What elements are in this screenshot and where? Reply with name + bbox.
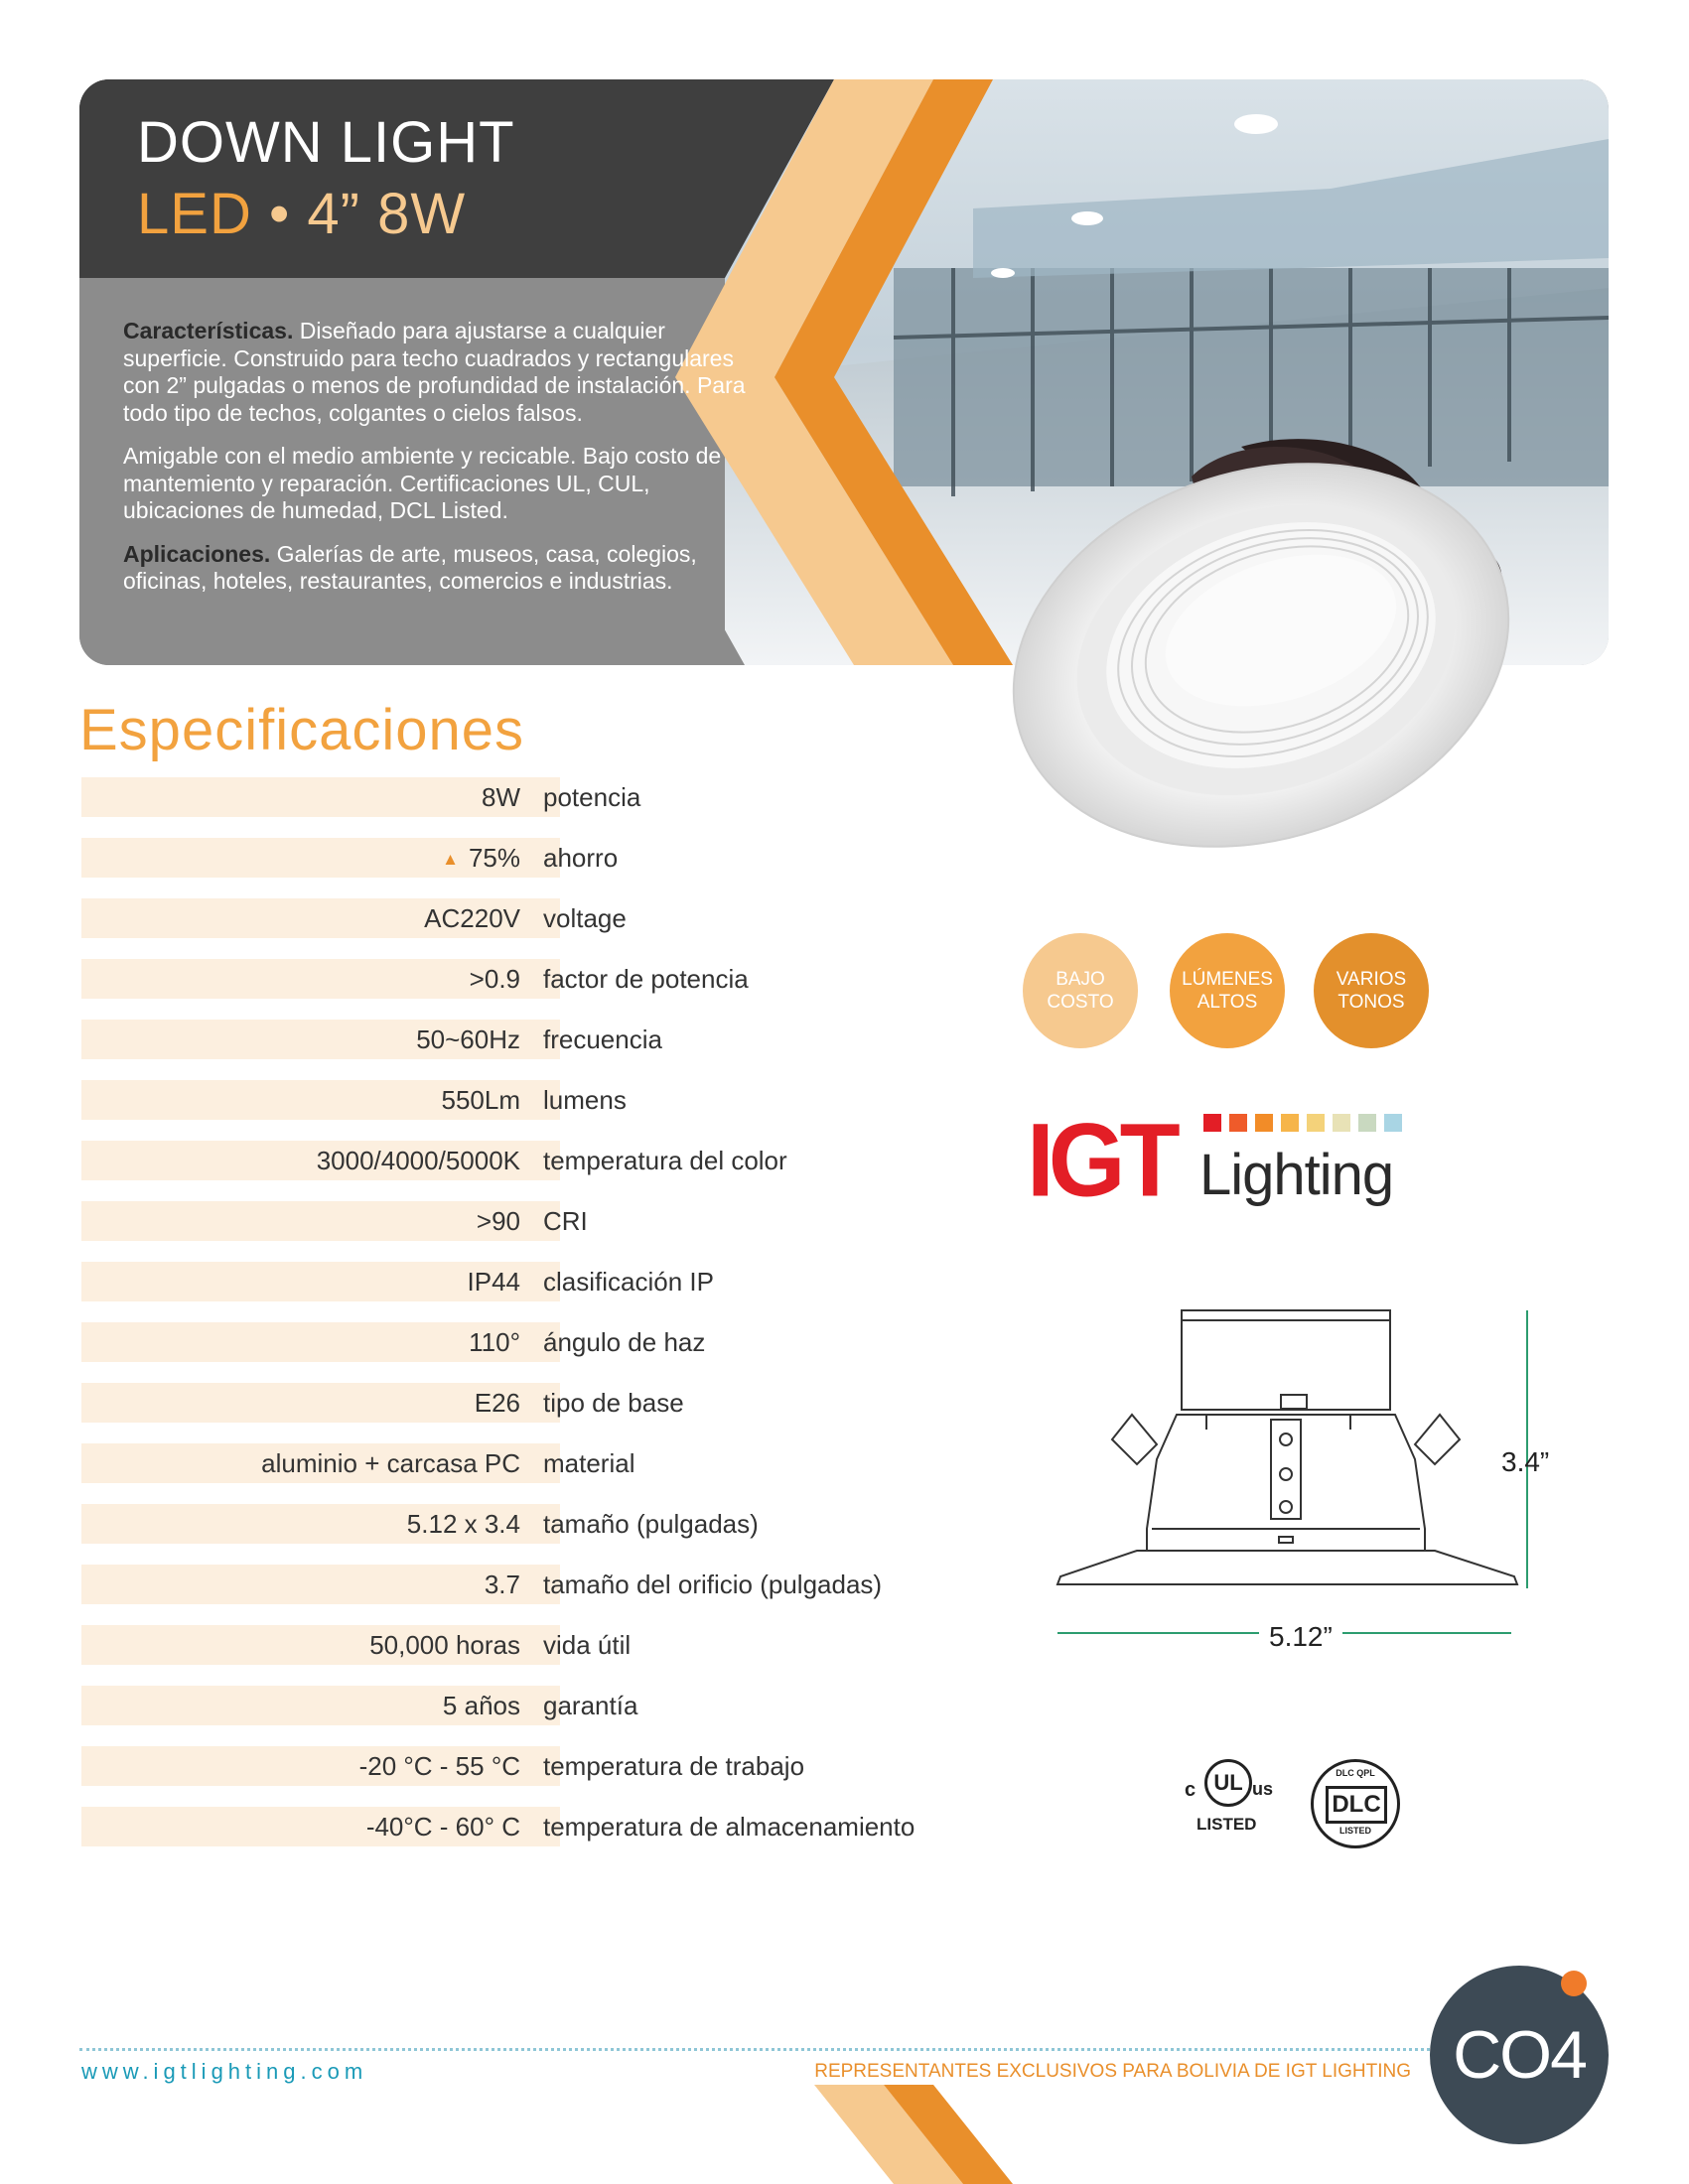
spec-value bbox=[81, 1383, 560, 1423]
badge-line: BAJO bbox=[1056, 969, 1105, 990]
spec-label: temperatura de trabajo bbox=[543, 1751, 805, 1781]
spec-value bbox=[81, 777, 560, 817]
dlc-top-text: DLC QPL bbox=[1336, 1768, 1375, 1778]
spec-value bbox=[81, 1080, 560, 1120]
spec-label: material bbox=[543, 1448, 635, 1478]
dlc-bottom-text: LISTED bbox=[1338, 1826, 1371, 1836]
logo-lighting: Lighting bbox=[1199, 1143, 1394, 1207]
co4-text: CO4 bbox=[1453, 2017, 1586, 2093]
spec-value bbox=[81, 1565, 560, 1604]
spec-value-text: 110° bbox=[469, 1327, 520, 1357]
footer-chevrons bbox=[814, 2085, 1311, 2184]
aplicaciones-label: Aplicaciones. bbox=[123, 540, 271, 567]
spec-value-text: 3000/4000/5000K bbox=[316, 1146, 520, 1175]
spec-value-text: 50,000 horas bbox=[369, 1630, 520, 1660]
spec-value bbox=[81, 1020, 560, 1059]
igt-lighting-logo bbox=[1023, 1100, 1440, 1219]
spec-label: lumens bbox=[543, 1085, 627, 1115]
spec-label: tamaño (pulgadas) bbox=[543, 1509, 759, 1539]
dlc-box: DLC bbox=[1326, 1786, 1387, 1824]
ul-listed-mark bbox=[1177, 1759, 1276, 1848]
spec-value-text: 8W bbox=[482, 782, 520, 812]
height-dimension-label: 3.4” bbox=[1501, 1446, 1550, 1477]
title-led: LED bbox=[137, 182, 252, 246]
title-line-1: DOWN LIGHT bbox=[137, 110, 515, 175]
spec-value-text: >0.9 bbox=[469, 964, 520, 994]
aplicaciones-text: Galerías de arte, museos, casa, colegios, oficinas, hoteles, restaurantes, comercios e industrias. bbox=[123, 540, 697, 594]
badge-line: ALTOS bbox=[1196, 992, 1258, 1013]
representatives-text: REPRESENTANTES EXCLUSIVOS PARA BOLIVIA DE IGT LIGHTING bbox=[814, 2061, 1411, 2082]
spec-label: clasificación IP bbox=[543, 1267, 714, 1297]
product-description bbox=[123, 318, 769, 612]
spec-label: temperatura de almacenamiento bbox=[543, 1812, 915, 1842]
spec-value-text: 50~60Hz bbox=[416, 1024, 520, 1054]
spec-value bbox=[81, 1262, 560, 1301]
badge-varios-tonos bbox=[1314, 933, 1429, 1048]
spec-value-text: IP44 bbox=[467, 1267, 520, 1297]
spec-label: potencia bbox=[543, 782, 641, 812]
caracteristicas-paragraph bbox=[123, 318, 769, 427]
spec-label: tipo de base bbox=[543, 1388, 684, 1418]
spec-label: tamaño del orificio (pulgadas) bbox=[543, 1570, 883, 1599]
spec-label: ahorro bbox=[543, 843, 619, 873]
logo-swatch bbox=[1255, 1114, 1273, 1132]
ul-us: us bbox=[1252, 1779, 1274, 1799]
savings-triangle-icon: ▲ bbox=[442, 850, 459, 869]
product-title bbox=[137, 107, 515, 250]
specifications-title: Especificaciones bbox=[79, 698, 524, 762]
spec-value-text: 3.7 bbox=[484, 1570, 520, 1599]
title-line-2 bbox=[137, 179, 515, 250]
dimension-drawing bbox=[1053, 1291, 1609, 1668]
spec-value-text: AC220V bbox=[424, 903, 520, 933]
ul-c: c bbox=[1185, 1779, 1196, 1801]
spec-label: frecuencia bbox=[543, 1024, 662, 1054]
eco-paragraph: Amigable con el medio ambiente y recicable. Bajo costo de mantemiento y reparación. Certificaciones UL, CUL, ubicaciones de humedad, DCL Listed. bbox=[123, 443, 722, 523]
ul-listed: LISTED bbox=[1196, 1815, 1257, 1834]
spec-value bbox=[81, 1322, 560, 1362]
title-watts: 4” 8W bbox=[307, 182, 467, 246]
badge-line: VARIOS bbox=[1336, 969, 1407, 990]
spec-value bbox=[81, 1625, 560, 1665]
logo-swatch bbox=[1333, 1114, 1350, 1132]
spec-value bbox=[81, 1504, 560, 1544]
spec-label: vida útil bbox=[543, 1630, 632, 1660]
logo-swatch bbox=[1358, 1114, 1376, 1132]
badge-line: TONOS bbox=[1337, 992, 1405, 1013]
spec-value-text: 75% bbox=[468, 843, 520, 873]
spec-value-text: -20 °C - 55 °C bbox=[358, 1751, 520, 1781]
title-bullet: • bbox=[268, 182, 291, 246]
caracteristicas-text: Diseñado para ajustarse a cualquier superficie. Construido para techo cuadrados y rectangulares con 2” pulgadas o menos de profundidad de instalación. Para todo tipo de techos, colgantes o cielos falsos. bbox=[123, 318, 746, 426]
spec-value-text: 5.12 x 3.4 bbox=[406, 1509, 520, 1539]
spec-label: ángulo de haz bbox=[543, 1327, 706, 1357]
spec-value bbox=[81, 1141, 560, 1180]
spec-value-text: >90 bbox=[476, 1206, 520, 1236]
logo-swatch bbox=[1281, 1114, 1299, 1132]
ul-circle: UL bbox=[1204, 1759, 1252, 1807]
spec-value-text: E26 bbox=[474, 1388, 520, 1418]
badge-line: LÚMENES bbox=[1182, 969, 1273, 990]
logo-swatch bbox=[1307, 1114, 1325, 1132]
logo-swatch bbox=[1229, 1114, 1247, 1132]
logo-swatch bbox=[1203, 1114, 1221, 1132]
caracteristicas-label: Características. bbox=[123, 318, 294, 343]
spec-value-text: aluminio + carcasa PC bbox=[261, 1448, 520, 1478]
spec-value-text: -40°C - 60° C bbox=[365, 1812, 520, 1842]
spec-value bbox=[81, 1807, 560, 1846]
dlc-listed-mark bbox=[1311, 1759, 1400, 1848]
spec-label: CRI bbox=[543, 1206, 588, 1236]
spec-value bbox=[81, 1746, 560, 1786]
badge-line: COSTO bbox=[1047, 992, 1114, 1013]
aplicaciones-paragraph bbox=[123, 541, 769, 596]
co4-logo-dot bbox=[1561, 1971, 1587, 1996]
spec-value-text: 550Lm bbox=[441, 1085, 520, 1115]
spec-value bbox=[81, 959, 560, 999]
spec-value bbox=[81, 1443, 560, 1483]
downlight-product-image bbox=[993, 417, 1549, 884]
spec-value bbox=[81, 898, 560, 938]
spec-value bbox=[81, 838, 560, 878]
spec-label: garantía bbox=[543, 1691, 638, 1720]
spec-value bbox=[81, 1201, 560, 1241]
badge-lumenes-altos bbox=[1170, 933, 1285, 1048]
spec-label: temperatura del color bbox=[543, 1146, 787, 1175]
spec-label: factor de potencia bbox=[543, 964, 749, 994]
spec-label: voltage bbox=[543, 903, 627, 933]
badge-bajo-costo bbox=[1023, 933, 1138, 1048]
width-dimension-label: 5.12” bbox=[1259, 1621, 1342, 1653]
spec-value bbox=[81, 1686, 560, 1725]
logo-swatch bbox=[1384, 1114, 1402, 1132]
logo-igt: IGT bbox=[1027, 1102, 1175, 1219]
spec-value-text: 5 años bbox=[442, 1691, 520, 1720]
footer-dotted-line bbox=[79, 2048, 1430, 2051]
website-link[interactable]: www.igtlighting.com bbox=[81, 2059, 368, 2084]
